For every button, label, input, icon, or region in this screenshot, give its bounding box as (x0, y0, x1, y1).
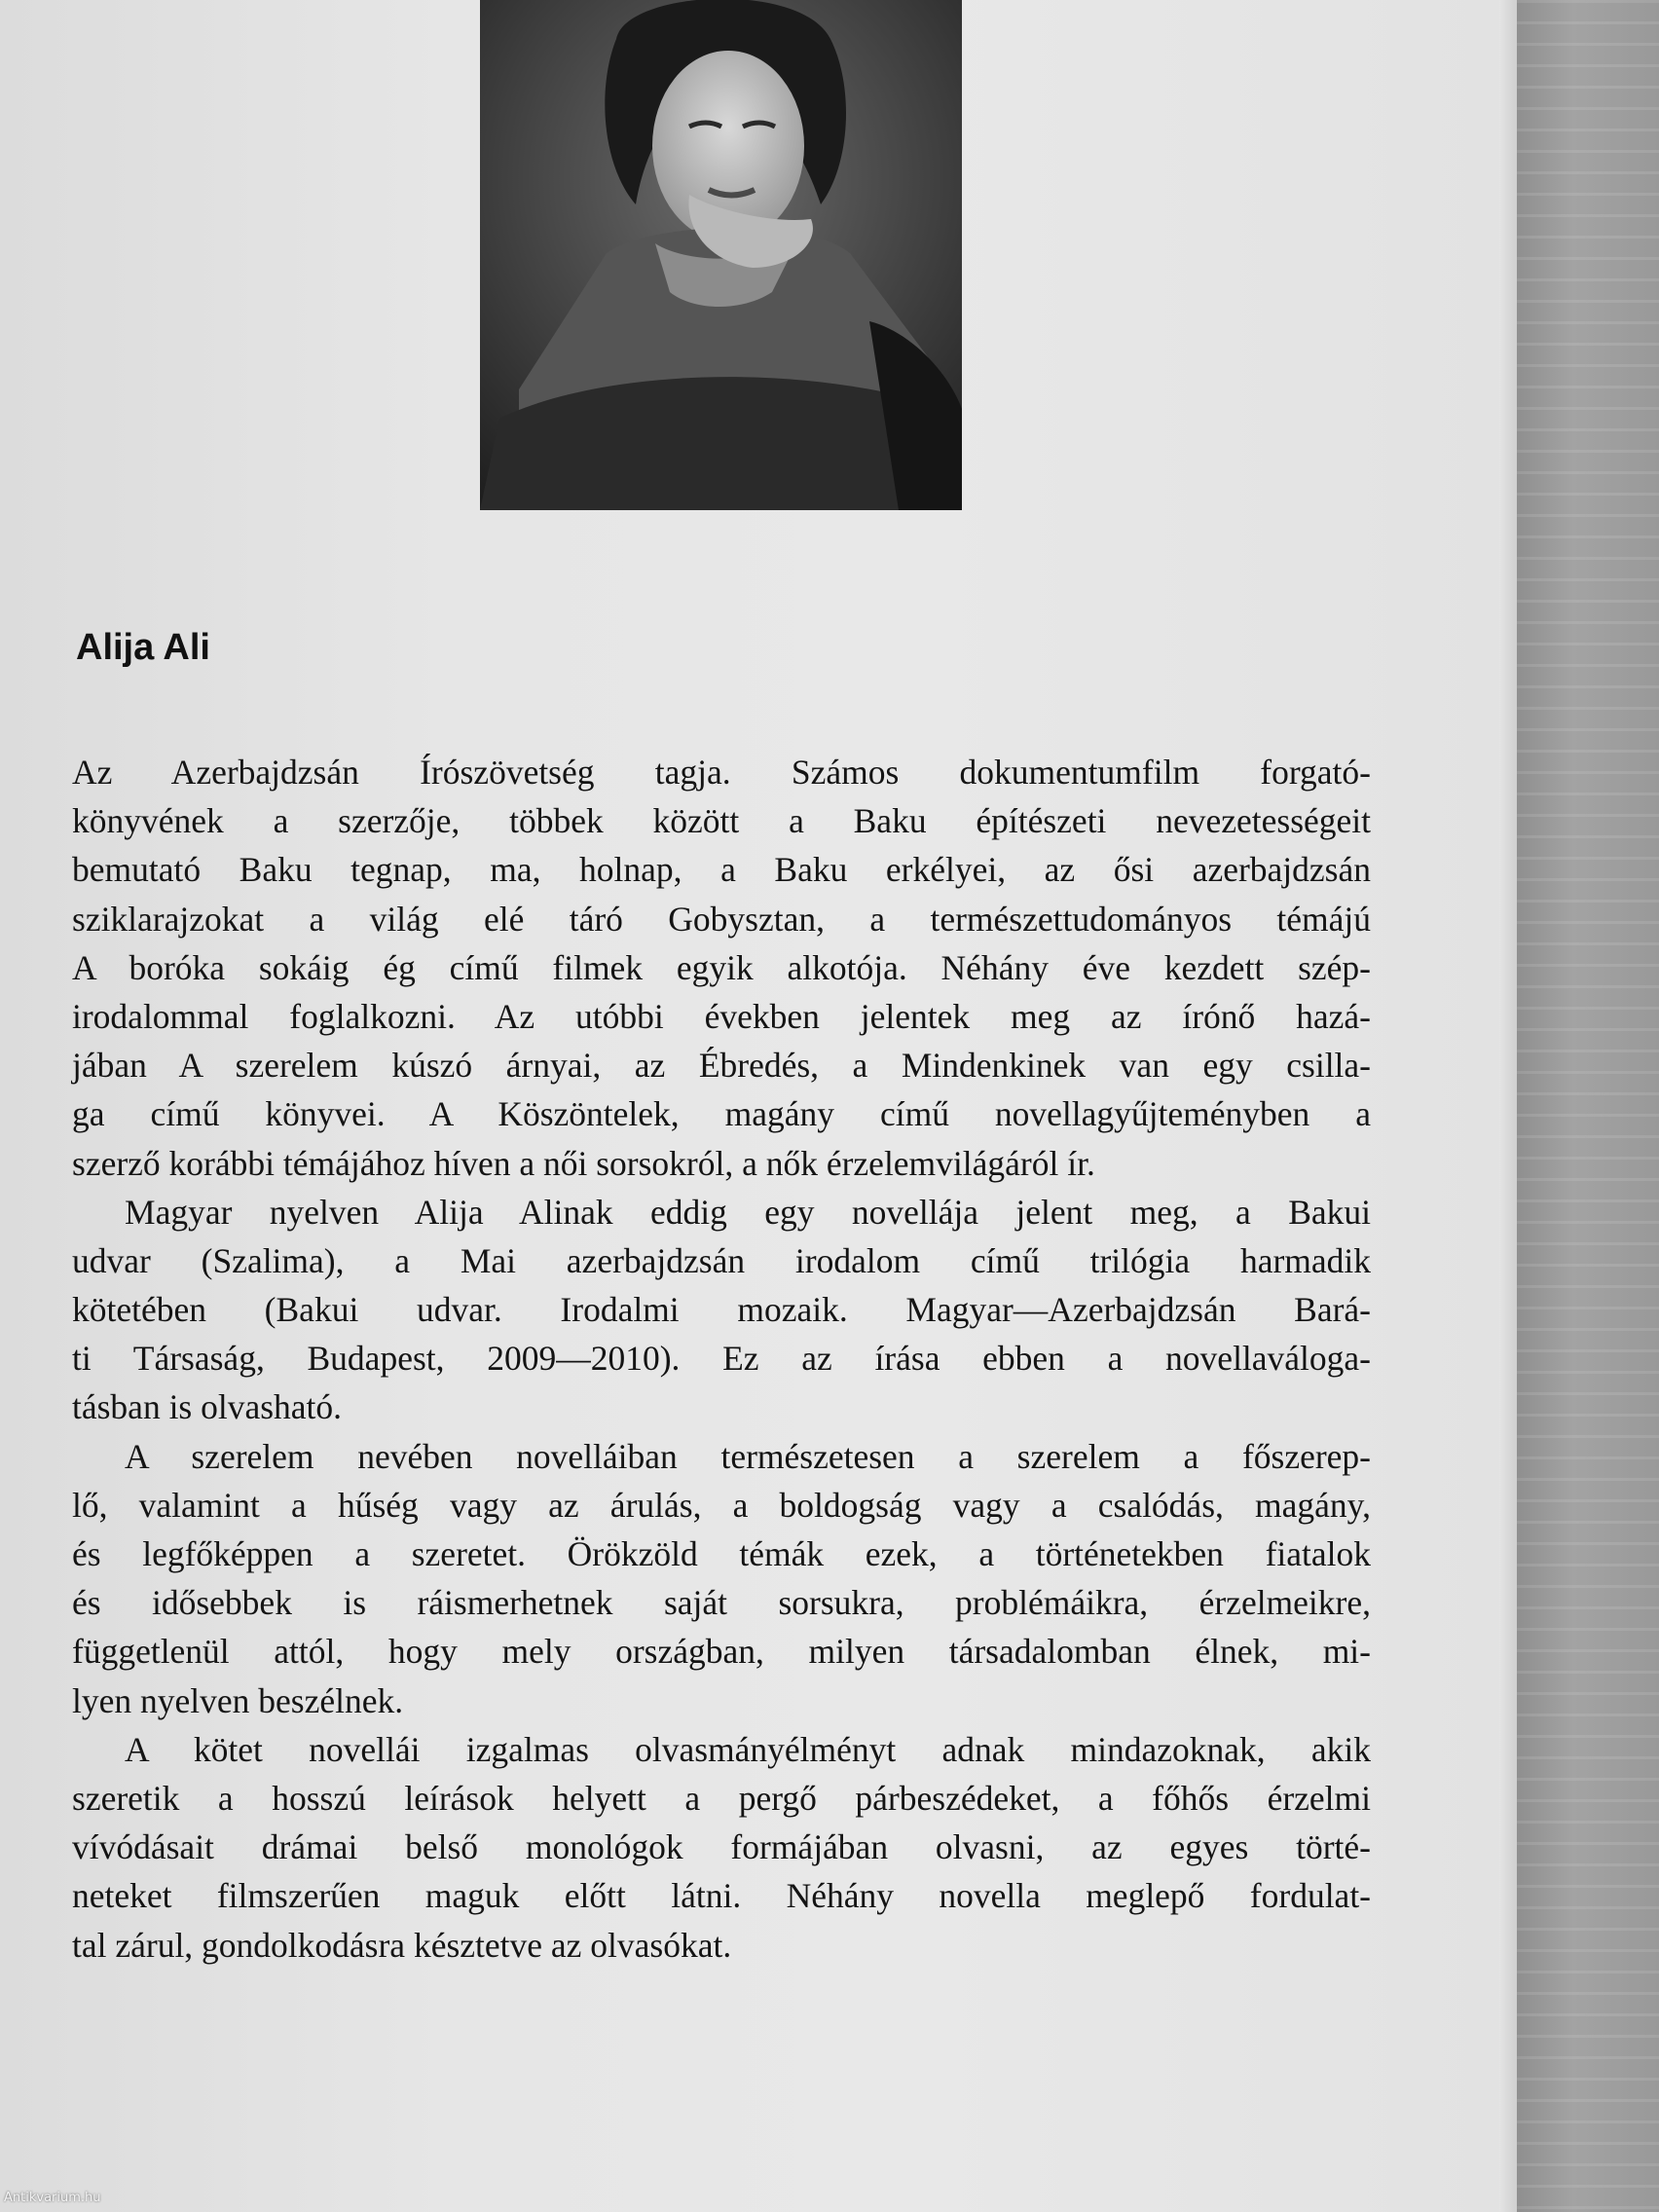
bio-line: lyen nyelven beszélnek. (72, 1680, 404, 1720)
bio-line: A boróka sokáig ég című filmek egyik alkotója. Néhány éve kezdett szép- (72, 947, 1371, 987)
bio-line: kötetében (Bakui udvar. Irodalmi mozaik. Magyar—Azerbajdzsán Bará- (72, 1290, 1371, 1330)
page-edge (1499, 0, 1517, 2212)
bio-line: szeretik a hosszú leírások helyett a pergő párbeszédeket, a főhős érzelmi (72, 1778, 1371, 1818)
bio-line: könyvének a szerzője, többek között a Baku építészeti nevezetességeit (72, 801, 1371, 841)
bio-line: A szerelem nevében novelláiban természetesen a szerelem a főszerep- (125, 1436, 1371, 1476)
bio-line: vívódásait drámai belső monológok formájában olvasni, az egyes törté- (72, 1827, 1371, 1867)
bio-line: lő, valamint a hűség vagy az árulás, a boldogság vagy a csalódás, magány, (72, 1485, 1371, 1525)
watermark: Antikvarium.hu (4, 2191, 101, 2205)
bio-line: Magyar nyelven Alija Alinak eddig egy novellája jelent meg, a Bakui (125, 1192, 1371, 1232)
bio-line: neteket filmszerűen maguk előtt látni. Néhány novella meglepő fordulat- (72, 1876, 1371, 1916)
bio-line: tásban is olvasható. (72, 1387, 343, 1427)
bio-line: és idősebbek is ráismerhetnek saját sorsukra, problémáikra, érzelmeikre, (72, 1583, 1371, 1623)
bio-line: és legfőképpen a szeretet. Örökzöld témák ezek, a történetekben fiatalok (72, 1534, 1371, 1573)
background-surface (1517, 0, 1659, 2212)
bio-line: irodalommal foglalkozni. Az utóbbi években jelentek meg az írónő hazá- (72, 996, 1371, 1036)
bio-line: jában A szerelem kúszó árnyai, az Ébredés, a Mindenkinek van egy csilla- (72, 1046, 1371, 1086)
bio-line: függetlenül attól, hogy mely országban, milyen társadalomban élnek, mi- (72, 1632, 1371, 1672)
bio-line: sziklarajzokat a világ elé táró Gobysztan, a természettudományos témájú (72, 899, 1371, 939)
bio-line: tal zárul, gondolkodásra késztetve az olvasókat. (72, 1925, 732, 1965)
bio-line: ti Társaság, Budapest, 2009—2010). Ez az írása ebben a novellaváloga- (72, 1339, 1371, 1379)
portrait-illustration (480, 0, 962, 510)
bio-line: szerző korábbi témájához híven a női sorsokról, a nők érzelemvilágáról ír. (72, 1143, 1095, 1183)
bio-line: bemutató Baku tegnap, ma, holnap, a Baku erkélyei, az ősi azerbajdzsán (72, 850, 1371, 890)
bio-line: Az Azerbajdzsán Írószövetség tagja. Számos dokumentumfilm forgató- (72, 753, 1371, 792)
bio-line: ga című könyvei. A Köszöntelek, magány című novellagyűjteményben a (72, 1094, 1371, 1134)
author-photo (480, 0, 962, 510)
bio-line: udvar (Szalima), a Mai azerbajdzsán irodalom című trilógia harmadik (72, 1240, 1371, 1280)
author-biography (72, 748, 1371, 1970)
author-name: Alija Ali (76, 627, 210, 668)
bio-line: A kötet novellái izgalmas olvasmányélményt adnak mindazoknak, akik (125, 1729, 1371, 1769)
